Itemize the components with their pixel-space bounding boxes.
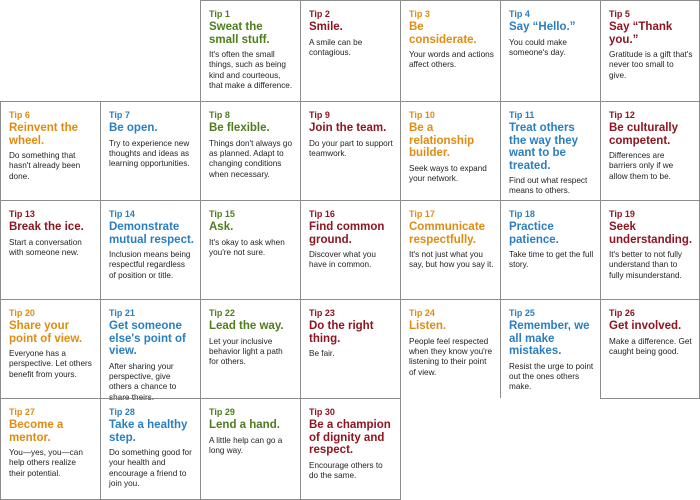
tip-title: Remember, we all make mistakes.	[509, 320, 590, 357]
tip-number: Tip 5	[609, 9, 630, 19]
tip-title: Ask.	[209, 221, 234, 233]
tip-number: Tip 2	[309, 9, 330, 19]
tip-body: Everyone has a perspective. Let others benefit from yours.	[9, 349, 92, 379]
tip-body: Try to experience new thoughts and ideas as learning opportunities.	[109, 138, 190, 169]
tip-title: Join the team.	[309, 122, 387, 134]
tip-body: Inclusion means being respectful regardless of position or title.	[109, 250, 191, 280]
tip-body: Your words and actions affect others.	[409, 50, 494, 70]
tip-body: Let your inclusive behavior light a path for others.	[209, 336, 283, 367]
tip-number: Tip 13	[9, 209, 35, 219]
tip-body: Resist the urge to point out the ones others make.	[509, 361, 594, 392]
tip-cell-5	[600, 0, 700, 101]
tip-title: Seek understanding.	[609, 221, 693, 246]
tip-body: You—yes, you—can help others realize their potential.	[9, 448, 83, 478]
tip-number: Tip 23	[309, 308, 335, 318]
tip-title: Say “Hello.”	[509, 21, 576, 33]
tip-body: Find out what respect means to others.	[509, 176, 588, 196]
tip-number: Tip 16	[309, 209, 335, 219]
tip-number: Tip 10	[409, 110, 435, 120]
tip-number: Tip 21	[109, 308, 135, 318]
tip-number: Tip 3	[409, 9, 430, 19]
tip-number: Tip 1	[209, 9, 230, 19]
tip-cell-30	[300, 398, 401, 500]
tip-body: Differences are barriers only if we allow them to be.	[609, 151, 674, 181]
tip-cell-23	[300, 299, 400, 398]
tip-body: Seek ways to expand your network.	[409, 163, 487, 183]
tip-title: Be considerate.	[409, 21, 477, 46]
tip-body: It's okay to ask when you're not sure.	[209, 237, 285, 257]
tip-cell-15	[200, 200, 300, 299]
tip-number: Tip 30	[309, 407, 335, 417]
tip-cell-22	[200, 299, 300, 398]
tip-number: Tip 24	[409, 308, 435, 318]
tip-cell-17	[400, 200, 500, 299]
tip-number: Tip 27	[9, 407, 35, 417]
tip-cell-16	[300, 200, 400, 299]
tip-cell-19	[600, 200, 700, 299]
tip-number: Tip 25	[509, 308, 535, 318]
tip-cell-10	[400, 101, 500, 200]
tip-body: After sharing your perspective, give others a chance to share theirs.	[109, 361, 177, 402]
tip-body: You could make someone's day.	[509, 37, 567, 57]
tip-title: Smile.	[309, 21, 343, 33]
tip-title: Listen.	[409, 320, 447, 332]
tip-body: A little help can go a long way.	[209, 435, 283, 455]
tip-body: People feel respected when they know you're listening to their point of view.	[409, 336, 493, 377]
tip-cell-6	[0, 101, 100, 200]
tip-cell-9	[300, 101, 400, 200]
tip-number: Tip 4	[509, 9, 530, 19]
tip-cell-27	[0, 398, 100, 500]
tip-title: Communicate respectfully.	[409, 221, 486, 246]
tip-cell-29	[200, 398, 300, 500]
tip-cell-1	[200, 0, 300, 101]
tip-cell-28	[100, 398, 200, 500]
tip-body: It's not just what you say, but how you say it.	[409, 250, 494, 270]
tip-title: Lead the way.	[209, 320, 284, 332]
tip-cell-18	[500, 200, 600, 299]
tip-title: Do the right thing.	[309, 320, 374, 345]
tip-title: Be open.	[109, 122, 158, 134]
tip-title: Be flexible.	[209, 122, 270, 134]
tip-title: Practice patience.	[509, 221, 559, 246]
tip-cell-26	[600, 299, 700, 399]
tip-body: Do something good for your health and encourage a friend to join you.	[109, 448, 192, 489]
tip-number: Tip 18	[509, 209, 535, 219]
tip-title: Share your point of view.	[9, 320, 83, 345]
tip-title: Be culturally competent.	[609, 122, 679, 147]
tip-cell-8	[200, 101, 300, 200]
tip-title: Sweat the small stuff.	[209, 21, 270, 46]
tip-title: Demonstrate mutual respect.	[109, 221, 194, 246]
tip-cell-24	[400, 299, 500, 398]
tip-body: Do your part to support teamwork.	[309, 138, 393, 158]
tip-number: Tip 26	[609, 308, 635, 318]
tip-number: Tip 20	[9, 308, 35, 318]
tip-cell-11	[500, 101, 600, 200]
tip-body: Take time to get the full story.	[509, 250, 594, 270]
tip-cell-3	[400, 0, 500, 101]
tip-number: Tip 19	[609, 209, 635, 219]
tip-body: Gratitude is a gift that's never too small to give.	[609, 50, 693, 80]
tip-body: A smile can be contagious.	[309, 37, 363, 57]
tip-title: Take a healthy step.	[109, 419, 188, 444]
tip-cell-13	[0, 200, 100, 299]
tip-number: Tip 22	[209, 308, 235, 318]
tip-cell-21	[100, 299, 200, 402]
tip-title: Be a relationship builder.	[409, 122, 475, 159]
tip-number: Tip 7	[109, 110, 130, 120]
tip-title: Become a mentor.	[9, 419, 64, 444]
tip-number: Tip 15	[209, 209, 235, 219]
tip-number: Tip 9	[309, 110, 330, 120]
tip-body: Discover what you have in common.	[309, 250, 376, 270]
tip-title: Say “Thank you.”	[609, 21, 673, 46]
tip-body: Do something that hasn't already been done.	[9, 151, 81, 181]
tip-body: It's often the small things, such as being kind and courteous, that make a difference.	[209, 50, 293, 91]
tip-body: Start a conversation with someone new.	[9, 237, 82, 257]
tip-body: Encourage others to do the same.	[309, 460, 383, 480]
tip-body: It's better to not fully understand than to fully misunderstand.	[609, 250, 683, 280]
tip-number: Tip 29	[209, 407, 235, 417]
tip-cell-2	[300, 0, 400, 101]
tip-number: Tip 17	[409, 209, 435, 219]
tip-body: Make a difference. Get caught being good.	[609, 336, 692, 356]
tip-cell-12	[600, 101, 700, 200]
tip-body: Things don't always go as planned. Adapt to changing conditions when necessary.	[209, 138, 293, 179]
tip-body: Be fair.	[309, 349, 335, 358]
tip-cell-20	[0, 299, 100, 398]
tip-title: Get involved.	[609, 320, 682, 332]
tip-number: Tip 14	[109, 209, 135, 219]
tip-title: Break the ice.	[9, 221, 84, 233]
tip-title: Get someone else's point of view.	[109, 320, 186, 357]
tip-title: Treat others the way they want to be treated.	[509, 122, 579, 172]
tip-title: Find common ground.	[309, 221, 385, 246]
tip-number: Tip 8	[209, 110, 230, 120]
tip-title: Lend a hand.	[209, 419, 280, 431]
tip-cell-25	[500, 299, 600, 398]
tip-title: Reinvent the wheel.	[9, 122, 79, 147]
tip-number: Tip 11	[509, 110, 535, 120]
tip-number: Tip 6	[9, 110, 30, 120]
tip-cell-4	[500, 0, 600, 101]
tip-number: Tip 12	[609, 110, 635, 120]
tip-cell-14	[100, 200, 200, 299]
tip-title: Be a champion of dignity and respect.	[309, 419, 391, 456]
tip-number: Tip 28	[109, 407, 135, 417]
tip-cell-7	[100, 101, 200, 200]
